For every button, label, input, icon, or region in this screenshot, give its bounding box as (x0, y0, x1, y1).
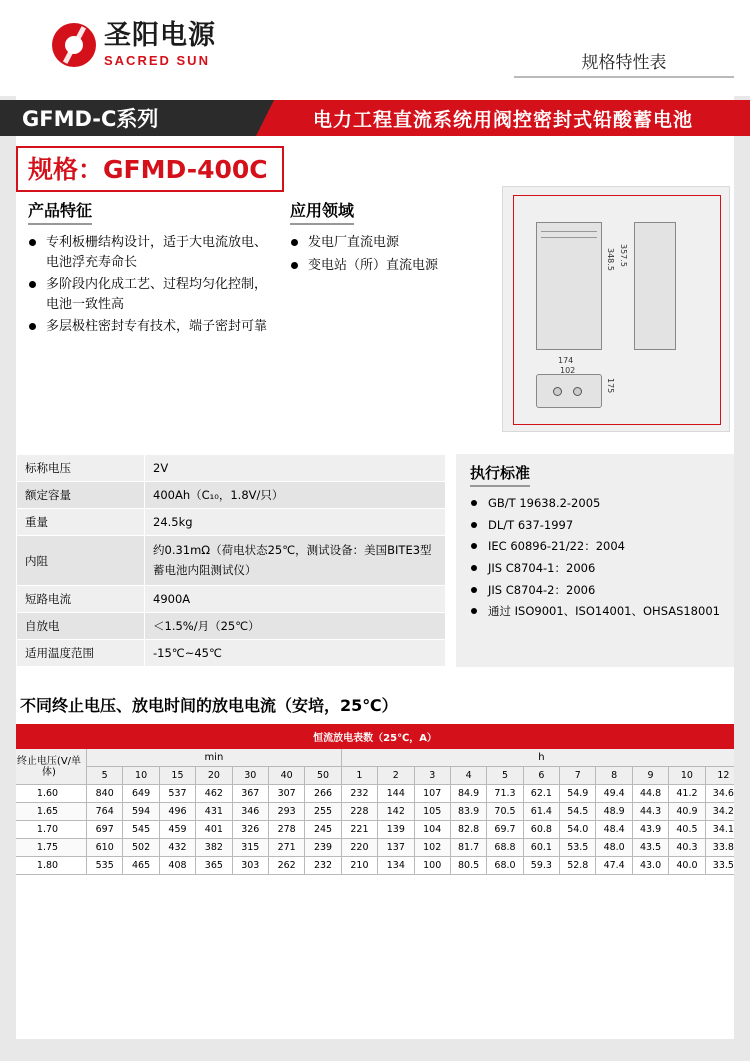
list-item: 通过 ISO9001、ISO14001、OHSAS18001 (470, 603, 724, 620)
spec-value: 24.5kg (145, 509, 446, 536)
cell: 102 (414, 839, 450, 857)
row-header: 1.65 (9, 803, 87, 821)
cell: 142 (378, 803, 414, 821)
cell: 465 (123, 857, 159, 875)
cell: 80.5 (450, 857, 486, 875)
cell: 346 (232, 803, 268, 821)
cell: 61.4 (523, 803, 559, 821)
cell: 367 (232, 785, 268, 803)
cell: 431 (196, 803, 232, 821)
features-title: 产品特征 (28, 198, 92, 225)
table-row (17, 482, 446, 509)
cell: 245 (305, 821, 341, 839)
model-row (0, 146, 750, 190)
row-header: 1.60 (9, 785, 87, 803)
row-header: 1.75 (9, 839, 87, 857)
cell: 40.5 (669, 821, 705, 839)
cell: 220 (341, 839, 377, 857)
spec-key: 额定容量 (17, 482, 145, 509)
table-row (17, 455, 446, 482)
table-row (17, 640, 446, 667)
dimension-drawing (502, 186, 730, 432)
table-row (9, 857, 742, 875)
dim-height-1: 348.5 (606, 248, 615, 271)
applications-title: 应用领域 (290, 198, 354, 225)
cell: 40.3 (669, 839, 705, 857)
column-header: 5 (87, 767, 123, 785)
cell: 40.9 (669, 803, 705, 821)
cell: 44.8 (632, 785, 668, 803)
cell: 239 (305, 839, 341, 857)
cell: 139 (378, 821, 414, 839)
column-header: 12 (705, 767, 741, 785)
cell: 232 (341, 785, 377, 803)
cell: 697 (87, 821, 123, 839)
cell: 535 (87, 857, 123, 875)
column-header: 2 (378, 767, 414, 785)
cell: 83.9 (450, 803, 486, 821)
spec-value: 4900A (145, 586, 446, 613)
cell: 271 (268, 839, 304, 857)
cell: 459 (159, 821, 195, 839)
cell: 293 (268, 803, 304, 821)
dim-height-2: 357.5 (619, 244, 628, 267)
cell: 59.3 (523, 857, 559, 875)
overview-section (0, 198, 750, 448)
company-logo (52, 22, 216, 68)
cell: 48.9 (596, 803, 632, 821)
spec-key: 重量 (17, 509, 145, 536)
cell: 144 (378, 785, 414, 803)
specifications-table (16, 454, 446, 667)
cell: 408 (159, 857, 195, 875)
list-item: DL/T 637-1997 (470, 517, 724, 534)
specifications-section (16, 454, 734, 667)
table-row (9, 803, 742, 821)
table-row (17, 536, 446, 586)
cell: 278 (268, 821, 304, 839)
sun-logo-icon (52, 23, 96, 67)
table-row (17, 509, 446, 536)
cell: 496 (159, 803, 195, 821)
list-item: 变电站（所）直流电源 (290, 256, 480, 276)
cell: 365 (196, 857, 232, 875)
cell: 432 (159, 839, 195, 857)
row-header: 1.70 (9, 821, 87, 839)
page-footer-bar (0, 1039, 750, 1061)
battery-top-view-icon (536, 374, 602, 408)
cell: 221 (341, 821, 377, 839)
cell: 43.5 (632, 839, 668, 857)
cell: 610 (87, 839, 123, 857)
battery-front-view-icon (536, 222, 602, 350)
features-list (28, 233, 278, 337)
column-header: 40 (268, 767, 304, 785)
cell: 307 (268, 785, 304, 803)
group-header-hour: h (341, 749, 741, 767)
cell: 840 (87, 785, 123, 803)
spec-key: 内阻 (17, 536, 145, 586)
cell: 60.1 (523, 839, 559, 857)
cell: 502 (123, 839, 159, 857)
cell: 68.0 (487, 857, 523, 875)
cell: 43.0 (632, 857, 668, 875)
column-header: 9 (632, 767, 668, 785)
cell: 326 (232, 821, 268, 839)
cell: 82.8 (450, 821, 486, 839)
cell: 48.4 (596, 821, 632, 839)
cell: 315 (232, 839, 268, 857)
list-item: JIS C8704-1：2006 (470, 560, 724, 577)
cell: 70.5 (487, 803, 523, 821)
cell: 44.3 (632, 803, 668, 821)
cell: 81.7 (450, 839, 486, 857)
cell: 104 (414, 821, 450, 839)
spec-key: 标称电压 (17, 455, 145, 482)
cell: 649 (123, 785, 159, 803)
cell: 303 (232, 857, 268, 875)
cell: 382 (196, 839, 232, 857)
page-header (0, 0, 750, 96)
cell: 43.9 (632, 821, 668, 839)
discharge-corner-label: 终止电压(V/单体) (9, 749, 87, 785)
cell: 255 (305, 803, 341, 821)
list-item: IEC 60896-21/22：2004 (470, 538, 724, 555)
cell: 54.5 (560, 803, 596, 821)
spec-value: ＜1.5%/月（25℃） (145, 613, 446, 640)
list-item: 多阶段内化成工艺、过程均匀化控制，电池一致性高 (28, 275, 278, 314)
cell: 764 (87, 803, 123, 821)
discharge-table-caption: 恒流放电表数（25℃，A） (9, 725, 742, 749)
table-row (9, 785, 742, 803)
list-item: 多层极柱密封专有技术，端子密封可靠 (28, 317, 278, 337)
list-item: 发电厂直流电源 (290, 233, 480, 253)
dim-top-width: 102 (560, 366, 576, 375)
cell: 47.4 (596, 857, 632, 875)
series-name: GFMD-C系列 (0, 100, 256, 136)
spec-value: -15℃~45℃ (145, 640, 446, 667)
cell: 40.0 (669, 857, 705, 875)
table-row (9, 821, 742, 839)
cell: 545 (123, 821, 159, 839)
table-row (9, 725, 742, 749)
spec-key: 自放电 (17, 613, 145, 640)
cell: 137 (378, 839, 414, 857)
cell: 71.3 (487, 785, 523, 803)
discharge-section-title: 不同终止电压、放电时间的放电电流（安培，25℃） (20, 696, 398, 716)
standards-list (470, 495, 724, 620)
cell: 48.0 (596, 839, 632, 857)
column-header: 10 (123, 767, 159, 785)
table-row (9, 749, 742, 767)
cell: 262 (268, 857, 304, 875)
row-header: 1.80 (9, 857, 87, 875)
cell: 33.8 (705, 839, 741, 857)
list-item: JIS C8704-2：2006 (470, 582, 724, 599)
dim-top-depth: 175 (606, 378, 615, 394)
spec-key: 短路电流 (17, 586, 145, 613)
column-header: 7 (560, 767, 596, 785)
cell: 68.8 (487, 839, 523, 857)
cell: 210 (341, 857, 377, 875)
series-description: 电力工程直流系统用阀控密封式铅酸蓄电池 (256, 100, 750, 136)
series-banner (0, 100, 750, 136)
terminal-icon (553, 387, 562, 396)
list-item: GB/T 19638.2-2005 (470, 495, 724, 512)
column-header: 30 (232, 767, 268, 785)
cell: 107 (414, 785, 450, 803)
column-header: 3 (414, 767, 450, 785)
spec-value: 2V (145, 455, 446, 482)
column-header: 15 (159, 767, 195, 785)
cell: 54.9 (560, 785, 596, 803)
column-header: 4 (450, 767, 486, 785)
cell: 462 (196, 785, 232, 803)
cell: 401 (196, 821, 232, 839)
cell: 100 (414, 857, 450, 875)
column-header: 50 (305, 767, 341, 785)
cell: 54.0 (560, 821, 596, 839)
cell: 232 (305, 857, 341, 875)
column-header: 5 (487, 767, 523, 785)
cell: 41.2 (669, 785, 705, 803)
table-row (17, 613, 446, 640)
cell: 52.8 (560, 857, 596, 875)
cell: 594 (123, 803, 159, 821)
table-row (9, 767, 742, 785)
applications-column (290, 198, 480, 278)
cell: 84.9 (450, 785, 486, 803)
spec-key: 适用温度范围 (17, 640, 145, 667)
column-header: 6 (523, 767, 559, 785)
cell: 105 (414, 803, 450, 821)
document-title: 规格特性表 (514, 48, 734, 78)
cell: 33.5 (705, 857, 741, 875)
cell: 537 (159, 785, 195, 803)
list-item: 专利板栅结构设计，适于大电流放电、电池浮充寿命长 (28, 233, 278, 272)
model-badge: 规格：GFMD-400C (16, 146, 284, 192)
terminal-icon (573, 387, 582, 396)
applications-list (290, 233, 480, 275)
drawing-frame (513, 195, 721, 425)
standards-title: 执行标准 (470, 462, 530, 487)
table-row (17, 586, 446, 613)
cell: 134 (378, 857, 414, 875)
cell: 62.1 (523, 785, 559, 803)
column-header: 1 (341, 767, 377, 785)
table-row (9, 839, 742, 857)
cell: 266 (305, 785, 341, 803)
spec-value: 400Ah（C₁₀，1.8V/只） (145, 482, 446, 509)
cell: 60.8 (523, 821, 559, 839)
battery-side-view-icon (634, 222, 676, 350)
discharge-current-table (8, 724, 742, 875)
cell: 34.2 (705, 803, 741, 821)
cell: 34.6 (705, 785, 741, 803)
cell: 34.1 (705, 821, 741, 839)
group-header-min: min (87, 749, 342, 767)
dim-width: 174 (558, 356, 574, 365)
column-header: 20 (196, 767, 232, 785)
features-column (28, 198, 278, 340)
cell: 228 (341, 803, 377, 821)
cell: 53.5 (560, 839, 596, 857)
brand-name-cn: 圣阳电源 (104, 20, 216, 51)
brand-name-en: SACRED SUN (104, 53, 210, 69)
column-header: 8 (596, 767, 632, 785)
cell: 49.4 (596, 785, 632, 803)
column-header: 10 (669, 767, 705, 785)
standards-panel (456, 454, 734, 667)
cell: 69.7 (487, 821, 523, 839)
spec-value: 约0.31mΩ（荷电状态25℃，测试设备：美国BITE3型蓄电池内阻测试仪） (145, 536, 446, 586)
